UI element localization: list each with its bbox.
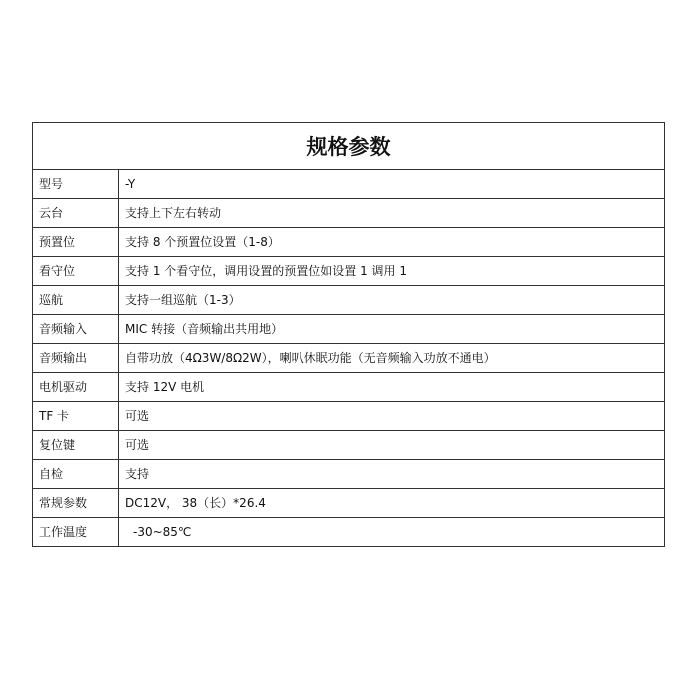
row-value: -30~85℃	[119, 518, 665, 547]
row-value: 可选	[119, 431, 665, 460]
row-label: 云台	[33, 199, 119, 228]
row-value: 支持	[119, 460, 665, 489]
row-label: 自检	[33, 460, 119, 489]
row-label: 预置位	[33, 228, 119, 257]
table-row	[33, 199, 665, 228]
table-row	[33, 228, 665, 257]
table-row	[33, 460, 665, 489]
row-value: 支持 8 个预置位设置（1-8）	[119, 228, 665, 257]
row-label: 型号	[33, 170, 119, 199]
row-value: 支持 12V 电机	[119, 373, 665, 402]
row-value: DC12V， 38（长）*26.4	[119, 489, 665, 518]
row-value: 自带功放（4Ω3W/8Ω2W），喇叭休眠功能（无音频输入功放不通电）	[119, 344, 665, 373]
row-label: 常规参数	[33, 489, 119, 518]
table-row	[33, 373, 665, 402]
table-title-row	[33, 123, 665, 170]
row-label: 工作温度	[33, 518, 119, 547]
table-row	[33, 489, 665, 518]
table-row	[33, 170, 665, 199]
table-row	[33, 315, 665, 344]
table-row	[33, 402, 665, 431]
table-title: 规格参数	[33, 123, 665, 170]
row-label: TF 卡	[33, 402, 119, 431]
table-row	[33, 431, 665, 460]
row-value: 可选	[119, 402, 665, 431]
table-row	[33, 257, 665, 286]
row-label: 巡航	[33, 286, 119, 315]
table-row	[33, 344, 665, 373]
row-label: 看守位	[33, 257, 119, 286]
row-value: 支持上下左右转动	[119, 199, 665, 228]
row-label: 音频输出	[33, 344, 119, 373]
row-value: 支持 1 个看守位，调用设置的预置位如设置 1 调用 1	[119, 257, 665, 286]
row-value: -Y	[119, 170, 665, 199]
row-label: 音频输入	[33, 315, 119, 344]
table-row	[33, 518, 665, 547]
table-row	[33, 286, 665, 315]
row-label: 电机驱动	[33, 373, 119, 402]
spec-table	[32, 122, 665, 547]
row-value: 支持一组巡航（1-3）	[119, 286, 665, 315]
row-label: 复位键	[33, 431, 119, 460]
row-value: MIC 转接（音频输出共用地）	[119, 315, 665, 344]
